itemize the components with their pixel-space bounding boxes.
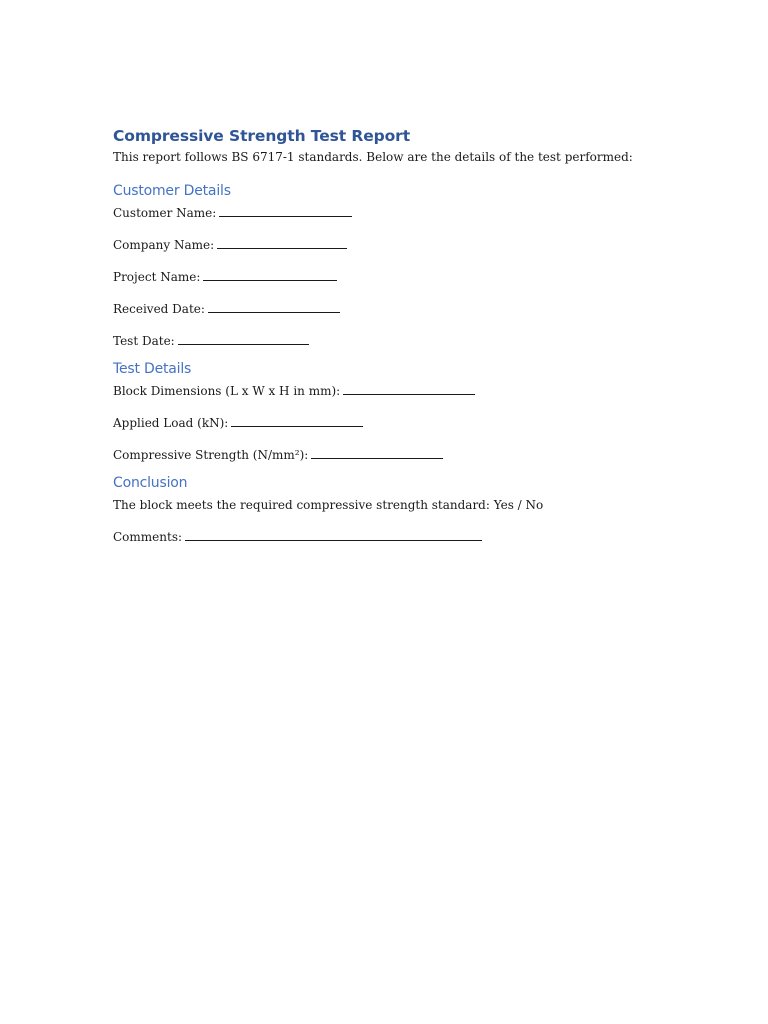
compressive-strength-label: Compressive Strength (N/mm²): — [113, 448, 309, 462]
comments-blank[interactable] — [185, 529, 482, 541]
comments-label: Comments: — [113, 530, 183, 544]
customer-details-heading: Customer Details — [113, 183, 231, 199]
applied-load-blank[interactable] — [231, 415, 363, 427]
project-name-blank[interactable] — [203, 269, 337, 281]
received-date-blank[interactable] — [208, 301, 340, 313]
block-dimensions-blank[interactable] — [343, 383, 475, 395]
received-date-label: Received Date: — [113, 302, 205, 316]
block-dimensions-field — [113, 383, 673, 399]
company-name-blank[interactable] — [217, 237, 347, 249]
test-date-label: Test Date: — [113, 334, 175, 348]
comments-field — [113, 529, 673, 545]
project-name-field — [113, 269, 673, 285]
customer-name-field — [113, 205, 673, 221]
test-date-field — [113, 333, 673, 349]
test-details-heading: Test Details — [113, 361, 192, 377]
conclusion-statement: The block meets the required compressive strength standard: Yes / No — [113, 498, 544, 512]
applied-load-label: Applied Load (kN): — [113, 416, 229, 430]
customer-name-label: Customer Name: — [113, 206, 217, 220]
block-dimensions-label: Block Dimensions (L x W x H in mm): — [113, 384, 341, 398]
received-date-field — [113, 301, 673, 317]
intro-text: This report follows BS 6717-1 standards. Below are the details of the test performed: — [113, 150, 633, 164]
compressive-strength-field — [113, 447, 673, 463]
customer-name-blank[interactable] — [219, 205, 352, 217]
test-date-blank[interactable] — [178, 333, 309, 345]
compressive-strength-blank[interactable] — [311, 447, 443, 459]
conclusion-heading: Conclusion — [113, 475, 188, 491]
company-name-field — [113, 237, 673, 253]
company-name-label: Company Name: — [113, 238, 215, 252]
project-name-label: Project Name: — [113, 270, 201, 284]
report-title: Compressive Strength Test Report — [113, 127, 411, 145]
report-page — [113, 122, 673, 545]
applied-load-field — [113, 415, 673, 431]
